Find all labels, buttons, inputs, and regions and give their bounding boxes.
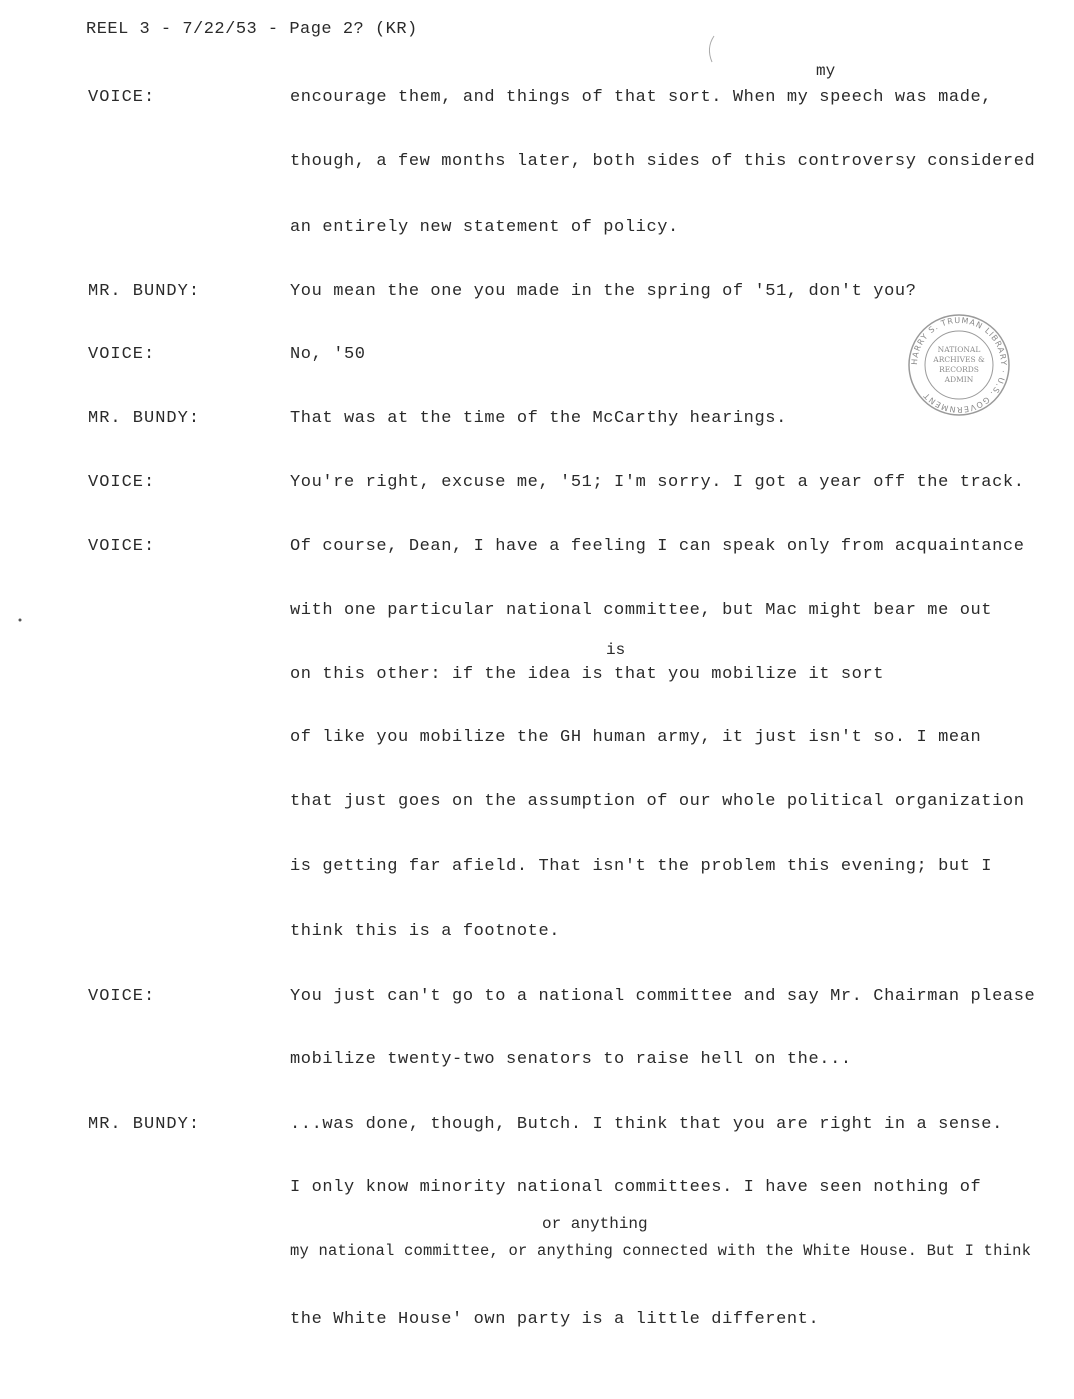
transcript-line: ...was done, though, Butch. I think that you are right in a sense.	[290, 1115, 1003, 1134]
stamp-line-3: RECORDS	[939, 365, 979, 374]
transcript-line: You mean the one you made in the spring of '51, don't you?	[290, 282, 917, 301]
speaker-label: VOICE:	[88, 537, 156, 556]
speaker-label: VOICE:	[88, 987, 156, 1006]
stamp-line-2: ARCHIVES &	[933, 355, 985, 364]
transcript-line: I only know minority national committees. I have seen nothing of	[290, 1178, 982, 1197]
transcript-line: of like you mobilize the GH human army, it just isn't so. I mean	[290, 728, 982, 747]
transcript-line: mobilize twenty-two senators to raise hell on the...	[290, 1050, 852, 1069]
speaker-label: MR. BUNDY:	[88, 282, 201, 301]
speaker-label: MR. BUNDY:	[88, 1115, 201, 1134]
transcript-line: with one particular national committee, but Mac might bear me out	[290, 601, 993, 620]
pencil-mark	[700, 34, 720, 64]
insertion-or-anything: or anything	[542, 1215, 648, 1233]
transcript-line: Of course, Dean, I have a feeling I can speak only from acquaintance	[290, 537, 1025, 556]
transcript-line: that just goes on the assumption of our whole political organization	[290, 792, 1025, 811]
insertion-is: is	[606, 641, 626, 659]
speaker-label: VOICE:	[88, 88, 156, 107]
speaker-label: VOICE:	[88, 345, 156, 364]
speaker-label: MR. BUNDY:	[88, 409, 201, 428]
stamp-line-1: NATIONAL	[937, 345, 981, 354]
transcript-line: You're right, excuse me, '51; I'm sorry. I got a year off the track.	[290, 473, 1025, 492]
transcript-line: encourage them, and things of that sort. When my speech was made,	[290, 88, 993, 107]
transcript-line: No, '50	[290, 345, 366, 364]
stamp-ring-text: HARRY S. TRUMAN LIBRARY · U.S. GOVERNMENT	[909, 315, 1009, 415]
speaker-label: VOICE:	[88, 473, 156, 492]
transcript-line: an entirely new statement of policy.	[290, 218, 679, 237]
transcript-line: my national committee, or anything connected with the White House. But I think	[290, 1242, 1032, 1260]
transcript-line: on this other: if the idea is that you mobilize it sort	[290, 665, 885, 684]
transcript-line: the White House' own party is a little different.	[290, 1310, 820, 1329]
transcript-line: is getting far afield. That isn't the problem this evening; but I	[290, 857, 993, 876]
transcript-line: You just can't go to a national committee and say Mr. Chairman please	[290, 987, 1036, 1006]
stamp-graphic	[906, 312, 1012, 418]
margin-dot	[17, 617, 23, 623]
insertion-my: my	[816, 62, 836, 80]
library-stamp	[906, 312, 1012, 418]
transcript-line: think this is a footnote.	[290, 922, 561, 941]
stamp-line-4: ADMIN	[944, 375, 974, 384]
transcript-line: That was at the time of the McCarthy hearings.	[290, 409, 787, 428]
page-header: REEL 3 - 7/22/53 - Page 2? (KR)	[86, 20, 418, 39]
transcript-line: though, a few months later, both sides of this controversy considered	[290, 152, 1036, 171]
